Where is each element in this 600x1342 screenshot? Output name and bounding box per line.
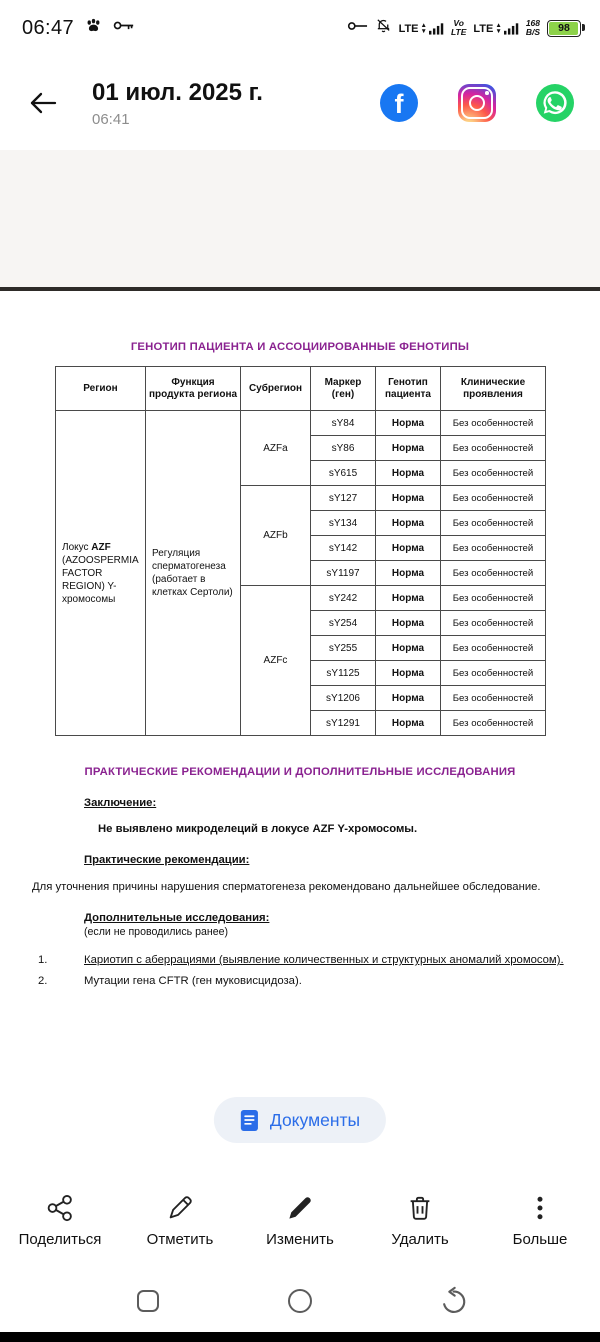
clinical-cell: Без особенностей xyxy=(441,586,546,611)
marker-cell: sY1206 xyxy=(311,686,376,711)
edit-button[interactable] xyxy=(240,1183,360,1267)
photo-background xyxy=(0,150,600,287)
genotype-cell: Норма xyxy=(376,636,441,661)
clinical-cell: Без особенностей xyxy=(441,686,546,711)
genotype-cell: Норма xyxy=(376,611,441,636)
key-icon xyxy=(113,19,135,37)
list-item-text: Мутации гена CFTR (ген муковисцидоза). xyxy=(84,975,302,987)
genotype-cell: Норма xyxy=(376,511,441,536)
screen-bottom-strip xyxy=(0,1332,600,1342)
bottom-toolbar xyxy=(0,1183,600,1267)
sim1-signal-bars-icon xyxy=(429,21,444,35)
clinical-cell: Без особенностей xyxy=(441,611,546,636)
toolbar-label: Больше xyxy=(512,1231,568,1248)
clinical-cell: Без особенностей xyxy=(441,436,546,461)
table-header-row xyxy=(56,367,546,411)
share-button[interactable] xyxy=(0,1183,120,1267)
subregion-cell: AZFb xyxy=(241,486,311,586)
marker-cell: sY242 xyxy=(311,586,376,611)
quick-share-apps xyxy=(380,84,574,122)
whatsapp-share-button[interactable] xyxy=(536,84,574,122)
recommendations-title: ПРАКТИЧЕСКИЕ РЕКОМЕНДАЦИИ И ДОПОЛНИТЕЛЬНЫЕ ИССЛЕДОВАНИЯ xyxy=(84,766,516,778)
clock: 06:47 xyxy=(22,16,75,39)
navigation-bar xyxy=(0,1270,600,1332)
clinical-cell: Без особенностей xyxy=(441,536,546,561)
battery-indicator xyxy=(547,20,581,37)
marker-cell: sY142 xyxy=(311,536,376,561)
status-bar xyxy=(0,0,600,56)
genotype-table-body xyxy=(56,411,546,736)
conclusion-label: Заключение: xyxy=(84,797,157,809)
subregion-cell: AZFc xyxy=(241,586,311,736)
back-button[interactable] xyxy=(20,80,66,126)
genotype-cell: Норма xyxy=(376,411,441,436)
paw-notification-icon xyxy=(85,17,102,39)
more-vertical-icon xyxy=(525,1193,555,1223)
delete-button[interactable] xyxy=(360,1183,480,1267)
sim2-signal-bars-icon xyxy=(504,21,519,35)
sim1-activity-arrows-icon: ▲ ▼ xyxy=(420,22,427,35)
practical-text: Для уточнения причины нарушения сперматогенеза рекомендовано дальнейшее обследование. xyxy=(32,881,541,893)
instagram-share-button[interactable] xyxy=(458,84,496,122)
back-arrow-icon xyxy=(28,90,58,116)
additional-label: Дополнительные исследования: xyxy=(84,912,270,924)
genotype-cell: Норма xyxy=(376,586,441,611)
trash-icon xyxy=(405,1193,435,1223)
region-function-cell: Регуляция сперматогенеза (работает в клетках Сертоли) xyxy=(146,411,241,736)
recents-square-icon xyxy=(134,1287,162,1315)
clinical-cell: Без особенностей xyxy=(441,511,546,536)
network-speed: 168 B/S xyxy=(525,18,540,37)
nav-back-button[interactable] xyxy=(432,1281,472,1321)
photo-header xyxy=(0,56,600,150)
practical-label: Практические рекомендации: xyxy=(84,854,250,866)
link-icon xyxy=(347,19,368,37)
sim1-signal xyxy=(399,21,444,35)
document-photo[interactable] xyxy=(0,291,600,1053)
genotype-cell: Норма xyxy=(376,561,441,586)
marker-cell: sY84 xyxy=(311,411,376,436)
col-header-genotype: Генотип пациента xyxy=(376,367,441,411)
documents-chip-label: Документы xyxy=(269,1109,361,1130)
genotype-cell: Норма xyxy=(376,711,441,736)
photo-time-subtitle: 06:41 xyxy=(92,110,130,128)
instagram-icon xyxy=(458,84,496,122)
clinical-cell: Без особенностей xyxy=(441,486,546,511)
marker-row xyxy=(56,411,546,436)
more-button[interactable] xyxy=(480,1183,600,1267)
list-item xyxy=(32,974,568,989)
toolbar-label: Отметить xyxy=(146,1231,214,1248)
battery-nub xyxy=(582,24,585,31)
conclusion-text: Не выявлено микроделеций в локусе AZF Y-хромосомы. xyxy=(98,823,418,835)
clinical-cell: Без особенностей xyxy=(441,711,546,736)
genotype-cell: Норма xyxy=(376,686,441,711)
notifications-off-icon xyxy=(375,17,392,39)
whatsapp-icon xyxy=(536,84,574,122)
genotype-cell: Норма xyxy=(376,661,441,686)
documents-chip[interactable] xyxy=(214,1097,386,1143)
col-header-subregion: Субрегион xyxy=(241,367,311,411)
genotype-table-title: ГЕНОТИП ПАЦИЕНТА И АССОЦИИРОВАННЫЕ ФЕНОТИПЫ xyxy=(130,341,470,353)
marker-cell: sY615 xyxy=(311,461,376,486)
clinical-cell: Без особенностей xyxy=(441,636,546,661)
additional-note: (если не проводились ранее) xyxy=(84,926,229,938)
marker-pencil-icon xyxy=(165,1193,195,1223)
marker-cell: sY134 xyxy=(311,511,376,536)
marker-cell: sY1291 xyxy=(311,711,376,736)
photo-date-title: 01 июл. 2025 г. xyxy=(92,78,263,106)
marker-cell: sY1125 xyxy=(311,661,376,686)
list-item xyxy=(32,953,568,968)
sim2-activity-arrows-icon: ▲ ▼ xyxy=(495,22,502,35)
nav-back-arrow-icon xyxy=(437,1286,467,1316)
additional-items-list xyxy=(32,953,568,989)
marker-cell: sY86 xyxy=(311,436,376,461)
document-icon xyxy=(240,1109,259,1132)
home-button[interactable] xyxy=(280,1281,320,1321)
sim2-signal xyxy=(473,21,518,35)
marker-cell: sY1197 xyxy=(311,561,376,586)
list-item-number: 2. xyxy=(38,975,48,987)
sim2-network-label: LTE xyxy=(473,23,494,35)
toolbar-label: Поделиться xyxy=(18,1231,102,1248)
subregion-cell: AZFa xyxy=(241,411,311,486)
toolbar-label: Удалить xyxy=(391,1231,449,1248)
genotype-cell: Норма xyxy=(376,461,441,486)
pen-icon xyxy=(285,1193,315,1223)
col-header-clinical: Клинические проявления xyxy=(441,367,546,411)
recents-button[interactable] xyxy=(128,1281,168,1321)
list-item-text: Кариотип с аберрациями (выявление количественных и структурных аномалий хромосом). xyxy=(84,954,564,966)
genotype-cell: Норма xyxy=(376,436,441,461)
facebook-icon: f xyxy=(380,84,418,122)
annotate-button[interactable] xyxy=(120,1183,240,1267)
clinical-cell: Без особенностей xyxy=(441,461,546,486)
genotype-table xyxy=(55,366,546,736)
home-circle-icon xyxy=(286,1287,314,1315)
genotype-cell: Норма xyxy=(376,486,441,511)
battery-percent: 98 xyxy=(558,22,570,34)
marker-cell: sY127 xyxy=(311,486,376,511)
col-header-region: Регион xyxy=(56,367,146,411)
volte-indicator: Vo LTE xyxy=(450,18,467,37)
facebook-share-button[interactable] xyxy=(380,84,418,122)
col-header-marker: Маркер (ген) xyxy=(311,367,376,411)
clinical-cell: Без особенностей xyxy=(441,411,546,436)
clinical-cell: Без особенностей xyxy=(441,661,546,686)
clinical-cell: Без особенностей xyxy=(441,561,546,586)
list-item-number: 1. xyxy=(38,954,48,966)
marker-cell: sY254 xyxy=(311,611,376,636)
marker-cell: sY255 xyxy=(311,636,376,661)
region-cell: Локус AZF (AZOOSPERMIA FACTOR REGION) Y-хромосомы xyxy=(56,411,146,736)
share-icon xyxy=(45,1193,75,1223)
genotype-cell: Норма xyxy=(376,536,441,561)
photo-meta xyxy=(92,79,380,128)
col-header-function: Функция продукта региона xyxy=(146,367,241,411)
sim1-network-label: LTE xyxy=(398,23,419,35)
toolbar-label: Изменить xyxy=(266,1231,334,1248)
